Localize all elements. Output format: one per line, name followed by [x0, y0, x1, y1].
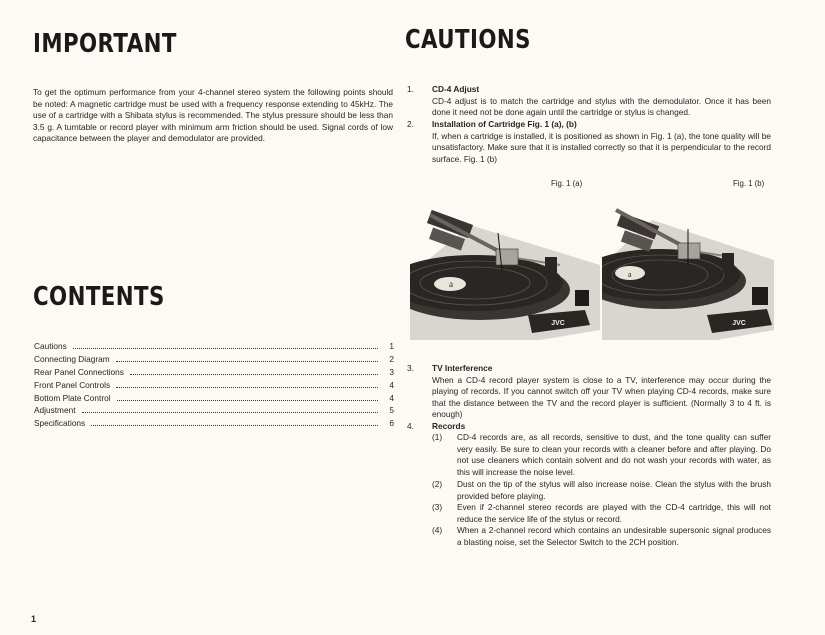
- figure-a-caption: Fig. 1 (a): [551, 179, 583, 188]
- toc-label: Connecting Diagram: [34, 353, 110, 364]
- item-number: 2.: [407, 119, 414, 129]
- toc-leader-dots: [116, 361, 378, 362]
- cartridge: [678, 243, 700, 259]
- figure-b-turntable: [602, 205, 774, 340]
- control-knob: [575, 290, 589, 306]
- item-number: 1.: [407, 84, 414, 94]
- toc-page-number: 6: [389, 418, 394, 429]
- item-title: Installation of Cartridge Fig. 1 (a), (b): [432, 119, 577, 129]
- toc-row-cautions[interactable]: [34, 341, 394, 354]
- toc-page-number: 3: [389, 366, 394, 377]
- table-of-contents: [34, 341, 394, 431]
- control-knob: [752, 287, 768, 305]
- toc-row-connecting-diagram[interactable]: [34, 354, 394, 367]
- toc-page-number: 1: [389, 341, 394, 351]
- stylus-block: [722, 253, 734, 273]
- toc-row-front-panel-controls[interactable]: [34, 380, 394, 393]
- toc-label: Adjustment: [34, 405, 76, 416]
- point-number: (4): [432, 525, 443, 535]
- toc-label: Front Panel Controls: [34, 379, 111, 390]
- toc-leader-dots: [130, 374, 378, 375]
- toc-label: Specifications: [34, 418, 86, 429]
- stylus-block: [545, 257, 557, 277]
- toc-leader-dots: [117, 400, 378, 401]
- record-label-text: a: [449, 279, 453, 289]
- toc-page-number: 4: [389, 379, 394, 390]
- toc-row-adjustment[interactable]: [34, 405, 394, 418]
- item-title: TV Interference: [432, 363, 493, 373]
- point-number: (2): [432, 479, 443, 489]
- toc-label: Cautions: [34, 341, 67, 351]
- item-body: If, when a cartridge is installed, it is positioned as shown in Fig. 1 (a), the tone quality will be unsatisfactory. Make sure that it is installed correctly so that it is perpendicular to the record surface. Fig. 1 (b): [432, 130, 771, 164]
- toc-page-number: 5: [389, 405, 394, 416]
- page-number: 1: [31, 614, 37, 624]
- toc-row-rear-panel-connections[interactable]: [34, 367, 394, 380]
- toc-label: Rear Panel Connections: [34, 366, 124, 377]
- important-heading: IMPORTANT: [33, 29, 177, 59]
- item-body: When a CD-4 record player system is close to a TV, interference may occur during the playing of records. If you cannot switch off your TV when playing CD-4 records, make sure that the distance between the TV and the record player is sufficient. (Normally 3 to 4 ft. is enough): [432, 374, 771, 420]
- figure-b-caption: Fig. 1 (b): [733, 179, 765, 188]
- record-label-text: a: [628, 270, 632, 279]
- toc-leader-dots: [82, 412, 378, 413]
- toc-row-specifications[interactable]: [34, 418, 394, 431]
- point-text: CD-4 records are, as all records, sensitive to dust, and the tone quality can suffer very easily. Be sure to clean your records with a cleaner before and after playing. Do not use cleaners which contain solvent and do not wash your records with water, as this will increase the noise level.: [457, 432, 771, 477]
- item-title: Records: [432, 421, 466, 431]
- point-text: When a 2-channel record which contains an undesirable supersonic signal produces a blasting noise, set the Selector Switch to the 2CH position.: [457, 525, 771, 547]
- point-text: Even if 2-channel stereo records are played with the CD-4 cartridge, this will not reduce the service life of the stylus or record.: [457, 502, 771, 524]
- toc-page-number: 2: [389, 353, 394, 364]
- toc-row-bottom-plate-control[interactable]: [34, 393, 394, 406]
- item-body: CD-4 adjust is to match the cartridge and stylus with the demodulator. Once it has been done it need not be done again until the cartridge or stylus is changed.: [432, 95, 771, 118]
- figure-a-turntable: [410, 205, 600, 340]
- toc-page-number: 4: [389, 392, 394, 403]
- point-number: (1): [432, 432, 443, 442]
- cautions-heading: CAUTIONS: [405, 25, 531, 55]
- important-paragraph: To get the optimum performance from your 4-channel stereo system the following points should be noted: A magnetic cartridge must be used with a frequency response extending to 45kHz. The use of a cartridge with a Shibata stylus is recommended. The stylus pressure should be less than 3.5 g. A turntable or record player with minimum arm friction should be used. Signal cords of low capacitance between the player and demodulator are provided.: [33, 87, 393, 144]
- toc-leader-dots: [116, 387, 378, 388]
- brand-plate-text: JVC: [551, 320, 565, 327]
- item-number: 4.: [407, 421, 414, 431]
- toc-label: Bottom Plate Control: [34, 392, 111, 403]
- item-title: CD-4 Adjust: [432, 84, 480, 94]
- item-number: 3.: [407, 363, 414, 373]
- contents-heading: CONTENTS: [33, 282, 165, 312]
- point-text: Dust on the tip of the stylus will also increase noise. Clean the stylus with the brush provided before playing.: [457, 479, 771, 501]
- brand-plate-text: JVC: [732, 320, 746, 327]
- point-number: (3): [432, 502, 443, 512]
- toc-leader-dots: [91, 425, 378, 426]
- cartridge: [496, 249, 518, 265]
- toc-leader-dots: [73, 348, 378, 349]
